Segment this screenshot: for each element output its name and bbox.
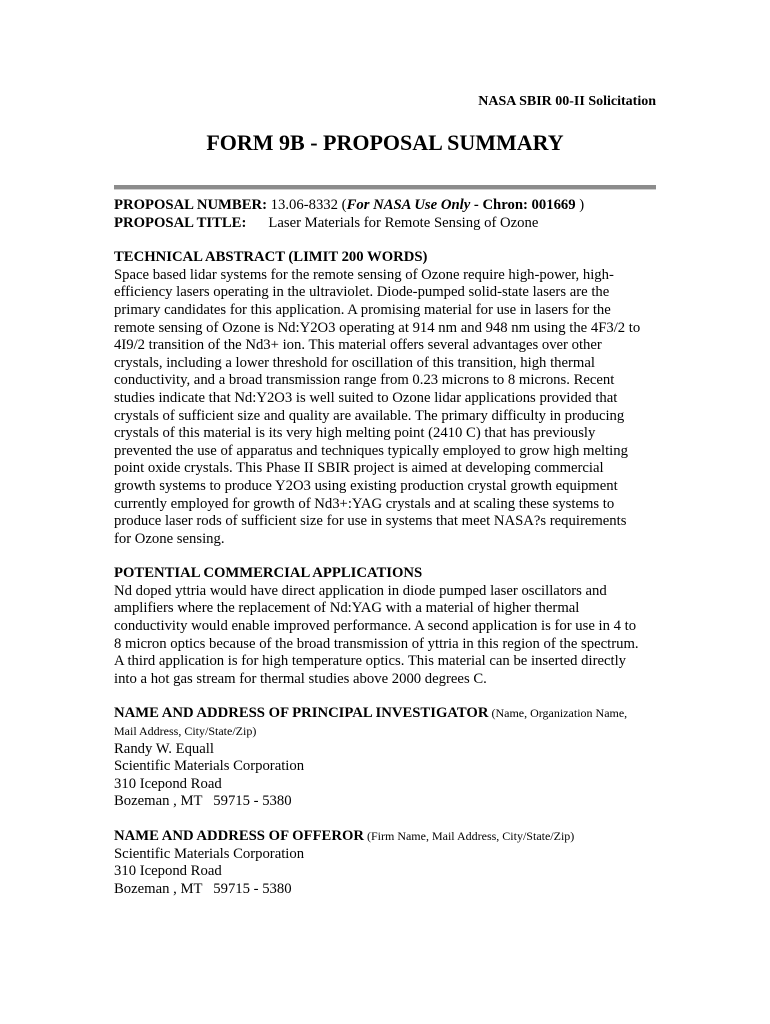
proposal-title-value: Laser Materials for Remote Sensing of Ozone: [268, 214, 539, 231]
abstract-line: for Ozone sensing.: [114, 530, 225, 547]
offeror-city-state-zip: Bozeman , MT 59715 - 5380: [114, 880, 292, 897]
pi-street: 310 Icepond Road: [114, 775, 222, 792]
technical-abstract-body: [114, 267, 659, 549]
offeror-heading-row: [114, 828, 659, 846]
nasa-use-only-label: For NASA Use Only: [346, 197, 471, 213]
abstract-line: studies indicate that Nd:Y2O3 is well suited to Ozone lidar applications provided that: [114, 389, 618, 406]
abstract-line: currently employed for growth of Nd3+:YAG crystals and at scaling these systems to: [114, 495, 615, 512]
abstract-line: point oxide crystals. This Phase II SBIR project is aimed at developing commercial: [114, 460, 604, 477]
offeror-street: 310 Icepond Road: [114, 863, 222, 880]
pi-organization: Scientific Materials Corporation: [114, 758, 305, 775]
abstract-line: Space based lidar systems for the remote sensing of Ozone require high-power, high-: [114, 266, 614, 283]
pi-city-state-zip: Bozeman , MT 59715 - 5380: [114, 793, 292, 810]
offeror-heading: NAME AND ADDRESS OF OFFEROR: [114, 828, 364, 844]
proposal-title-label: PROPOSAL TITLE:: [114, 214, 247, 231]
proposal-title-row: [114, 215, 659, 233]
abstract-line: conductivity, and a broad transmission range from 0.23 microns to 8 microns. Recent: [114, 372, 615, 389]
commercial-line: amplifiers where the replacement of Nd:YAG with a material of higher thermal: [114, 600, 580, 617]
offeror-note: (Firm Name, Mail Address, City/State/Zip): [363, 829, 575, 843]
offeror-organization: Scientific Materials Corporation: [114, 845, 305, 862]
header-divider: [114, 185, 656, 190]
commercial-applications-section: [114, 565, 659, 688]
commercial-line: A third application is for high temperature optics. This material can be inserted directly: [114, 653, 627, 670]
proposal-number-row: [114, 197, 659, 215]
commercial-line: into a hot gas stream for thermal studies above 2000 degrees C.: [114, 670, 487, 687]
principal-investigator-heading: NAME AND ADDRESS OF PRINCIPAL INVESTIGATOR: [114, 705, 489, 722]
technical-abstract-heading: TECHNICAL ABSTRACT (LIMIT 200 WORDS): [114, 249, 428, 266]
solicitation-header: NASA SBIR 00-II Solicitation: [478, 94, 656, 109]
abstract-line: prevented the use of apparatus and techniques typically employed to grow high melting: [114, 442, 628, 459]
abstract-line: efficiency lasers operating in the ultraviolet. Diode-pumped solid-state lasers are the: [114, 284, 610, 301]
commercial-line: conductivity would enable improved performance. A second application is for use in 4 to: [114, 618, 637, 635]
offeror-section: [114, 828, 659, 898]
commercial-line: Nd doped yttria would have direct application in diode pumped laser oscillators and: [114, 582, 607, 599]
proposal-number-label: PROPOSAL NUMBER:: [114, 197, 267, 213]
technical-abstract-section: [114, 249, 659, 548]
abstract-line: 4I9/2 transition of the Nd3+ ion. This material offers several advantages over other: [114, 337, 602, 354]
abstract-line: primary candidates for this application. A promising material for use in lasers for the: [114, 301, 611, 318]
form-content: [114, 197, 659, 898]
commercial-applications-heading: POTENTIAL COMMERCIAL APPLICATIONS: [114, 565, 423, 582]
commercial-applications-body: [114, 583, 659, 689]
principal-investigator-note-continued: Mail Address, City/State/Zip): [114, 724, 257, 739]
abstract-line: crystals of this material is its very high melting point (2410 C) that has previously: [114, 425, 596, 442]
form-title: FORM 9B - PROPOSAL SUMMARY: [206, 130, 564, 155]
abstract-line: growth systems to produce Y2O3 using existing production crystal growth equipment: [114, 477, 618, 494]
abstract-line: crystals, including a lower threshold for oscillation of this transition, high thermal: [114, 354, 595, 371]
principal-investigator-section: [114, 705, 659, 811]
principal-investigator-heading-row: [114, 705, 659, 723]
chron-number: - Chron: 001669: [470, 197, 576, 213]
close-paren: ): [575, 197, 585, 213]
abstract-line: crystals of sufficient size and quality are available. The primary difficulty in producing: [114, 407, 625, 424]
abstract-line: remote sensing of Ozone is Nd:Y2O3 operating at 914 nm and 948 nm using the 4F3/2 to: [114, 319, 641, 336]
commercial-line: 8 micron optics because of the broad transmission of yttria in this region of the spectrum.: [114, 635, 639, 652]
abstract-line: produce laser rods of sufficient size for use in systems that meet NASA?s requirements: [114, 513, 627, 530]
proposal-number-value: 13.06-8332 (: [270, 197, 347, 213]
pi-name: Randy W. Equall: [114, 740, 214, 757]
principal-investigator-note: (Name, Organization Name,: [488, 706, 628, 721]
